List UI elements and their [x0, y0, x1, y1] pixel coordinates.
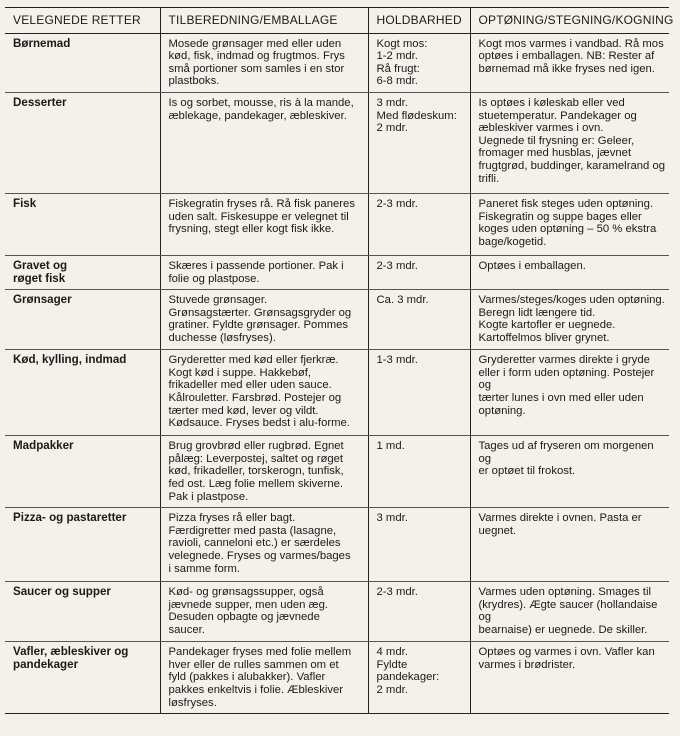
row-shelf-life: 2-3 mdr.	[368, 255, 470, 289]
row-category: Gravet og røget fisk	[5, 255, 160, 289]
row-shelf-life: 1-3 mdr.	[368, 350, 470, 436]
row-preparation: Stuvede grønsager. Grønsagstærter. Grønsagsgryder og gratiner. Fyldte grønsager. Pommes duchesse (løsfryses).	[160, 290, 368, 350]
row-shelf-life: 3 mdr. Med flødeskum: 2 mdr.	[368, 92, 470, 193]
table-row	[5, 290, 669, 350]
row-shelf-life: 1 md.	[368, 436, 470, 508]
row-thawing: Gryderetter varmes direkte i gryde eller i form uden optøning. Postejer og tærter lunes i ovn med eller uden optøning.	[470, 350, 669, 436]
row-category: Madpakker	[5, 436, 160, 508]
freezer-guide-table	[5, 7, 674, 714]
table-row	[5, 508, 669, 582]
table-row	[5, 582, 669, 642]
header-row	[5, 8, 669, 34]
header-shelf-life: HOLDBARHED	[368, 8, 470, 34]
row-category: Desserter	[5, 92, 160, 193]
row-preparation: Brug grovbrød eller rugbrød. Egnet pålæg: Leverpostej, saltet og røget kød, frikadeller, torskerogn, tunfisk, fed ost. Læg folie mellem skiverne. Pak i plastpose.	[160, 436, 368, 508]
row-thawing: Varmes direkte i ovnen. Pasta er uegnet.	[470, 508, 669, 582]
row-thawing: Paneret fisk steges uden optøning. Fiskegratin og suppe bages eller koges uden optøning – 50 % ekstra bage/kogetid.	[470, 193, 669, 255]
row-thawing: Varmes uden optøning. Smages til (krydres). Ægte saucer (hollandaise og bearnaise) er uegnede. De skiller.	[470, 582, 669, 642]
row-shelf-life: Ca. 3 mdr.	[368, 290, 470, 350]
row-preparation: Skæres i passende portioner. Pak i folie og plastpose.	[160, 255, 368, 289]
header-preparation: TILBEREDNING/EMBALLAGE	[160, 8, 368, 34]
table-row	[5, 33, 669, 92]
row-thawing: Tages ud af fryseren om morgenen og er optøet til frokost.	[470, 436, 669, 508]
table-row	[5, 350, 669, 436]
header-dishes: VELEGNEDE RETTER	[5, 8, 160, 34]
table-row	[5, 436, 669, 508]
row-thawing: Kogt mos varmes i vandbad. Rå mos optøes i emballagen. NB: Rester af børnemad må ikke fryses ned igen.	[470, 33, 669, 92]
row-preparation: Is og sorbet, mousse, ris à la mande, æblekage, pandekager, æbleskiver.	[160, 92, 368, 193]
row-shelf-life: 2-3 mdr.	[368, 193, 470, 255]
row-category: Saucer og supper	[5, 582, 160, 642]
row-shelf-life: 3 mdr.	[368, 508, 470, 582]
table-row	[5, 642, 669, 714]
row-thawing: Varmes/steges/koges uden optøning. Beregn lidt længere tid. Kogte kartofler er uegnede. Kartoffelmos bliver grynet.	[470, 290, 669, 350]
row-category: Grønsager	[5, 290, 160, 350]
row-preparation: Kød- og grønsagssupper, også jævnede supper, men uden æg. Desuden opbagte og jævnede saucer.	[160, 582, 368, 642]
row-preparation: Mosede grønsager med eller uden kød, fisk, indmad og frugtmos. Frys små portioner som samles i en stor plastboks.	[160, 33, 368, 92]
row-preparation: Gryderetter med kød eller fjerkræ. Kogt kød i suppe. Hakkebøf, frikadeller med eller uden sauce. Kålrouletter. Farsbrød. Postejer og tærter med kød, lever og vildt. Kødsauce. Fryses bedst i alu-forme.	[160, 350, 368, 436]
row-shelf-life: 4 mdr. Fyldte pandekager: 2 mdr.	[368, 642, 470, 714]
row-preparation: Pandekager fryses med folie mellem hver eller de rulles sammen om et fyld (pakkes i alubakker). Vafler pakkes enkeltvis i folie. Æbleskiver løsfryses.	[160, 642, 368, 714]
header-thawing: OPTØNING/STEGNING/KOGNING	[470, 8, 669, 34]
row-category: Pizza- og pastaretter	[5, 508, 160, 582]
table-row	[5, 193, 669, 255]
row-category: Vafler, æbleskiver og pandekager	[5, 642, 160, 714]
row-shelf-life: 2-3 mdr.	[368, 582, 470, 642]
row-category: Kød, kylling, indmad	[5, 350, 160, 436]
row-category: Fisk	[5, 193, 160, 255]
table-row	[5, 255, 669, 289]
row-preparation: Pizza fryses rå eller bagt. Færdigretter med pasta (lasagne, ravioli, canneloni etc.) er særdeles velegnede. Fryses og varmes/bages i samme form.	[160, 508, 368, 582]
row-thawing: Is optøes i køleskab eller ved stuetemperatur. Pandekager og æbleskiver varmes i ovn. Uegnede til frysning er: Geleer, fromager med husblas, jævnet frugtgrød, buddinger, karamelrand og trifli.	[470, 92, 669, 193]
row-shelf-life: Kogt mos: 1-2 mdr. Rå frugt: 6-8 mdr.	[368, 33, 470, 92]
row-preparation: Fiskegratin fryses rå. Rå fisk paneres uden salt. Fiskesuppe er velegnet til frysning, stegt eller kogt fisk ikke.	[160, 193, 368, 255]
row-category: Børnemad	[5, 33, 160, 92]
table-row	[5, 92, 669, 193]
row-thawing: Optøes i emballagen.	[470, 255, 669, 289]
row-thawing: Optøes og varmes i ovn. Vafler kan varmes i brødrister.	[470, 642, 669, 714]
